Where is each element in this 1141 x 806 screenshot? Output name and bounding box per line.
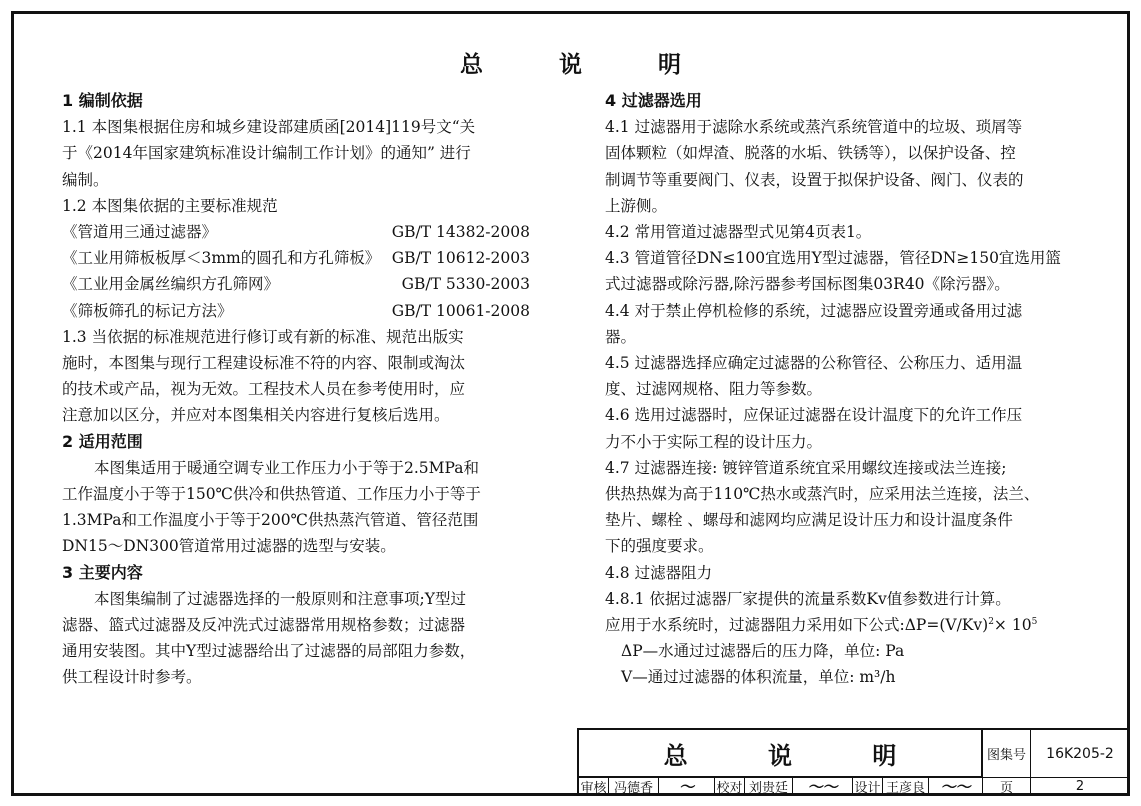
para-1-3-line: 施时，本图集与现行工程建设标准不符的内容、限制或淘汰 (62, 354, 466, 373)
para-4-7-line: 垫片、螺栓 、螺母和滤网均应满足设计压力和设计温度条件 (605, 511, 1013, 530)
page-label: 页 (983, 778, 1031, 796)
para-2-line: DN15～DN300管道常用过滤器的选型与安装。 (62, 537, 396, 556)
para-1-3-line: 的技术或产品，视为无效。工程技术人员在参考使用时，应 (62, 380, 466, 399)
para-3-line: 滤器、篮式过滤器及反冲洗式过滤器常用规格参数；过滤器 (62, 616, 466, 635)
para-4-1-line: 固体颗粒（如焊渣、脱落的水垢、铁锈等），以保护设备、控 (605, 144, 1016, 163)
para-4-6-line: 4.6 选用过滤器时，应保证过滤器在设计温度下的允许工作压 (605, 406, 1023, 425)
section-1-heading: 1 编制依据 (62, 91, 143, 110)
design-label: 设计 (853, 778, 883, 796)
formula-text: 应用于水系统时，过滤器阻力采用如下公式:ΔP=(V/Kv) (605, 616, 989, 635)
standard-row (62, 298, 530, 324)
para-4-2: 4.2 常用管道过滤器型式见第4页表1。 (605, 223, 872, 242)
formula-text: × 10 (993, 616, 1032, 635)
atlas-label: 图集号 (983, 730, 1031, 778)
para-4-1-line: 4.1 过滤器用于滤除水系统或蒸汽系统管道中的垃圾、琐屑等 (605, 118, 1023, 137)
formula-exponent: 2 (988, 616, 994, 627)
para-4-5-line: 4.5 过滤器选择应确定过滤器的公称管径、公称压力、适用温 (605, 354, 1023, 373)
delta-p-definition: ΔP—水通过过滤器后的压力降，单位: Pa (621, 642, 905, 661)
standard-row (62, 271, 530, 297)
standard-row (62, 219, 530, 245)
para-1-2: 1.2 本图集依据的主要标准规范 (62, 196, 278, 215)
standard-name: 《管道用三通过滤器》 (62, 223, 218, 242)
v-definition: V—通过过滤器的体积流量，单位: m³/h (621, 668, 896, 687)
section-2-heading: 2 适用范围 (62, 431, 143, 451)
section-3-heading: 3 主要内容 (62, 562, 143, 582)
standard-row (62, 245, 530, 271)
para-4-8: 4.8 过滤器阻力 (605, 563, 713, 582)
standard-code: GB/T 5330-2003 (401, 275, 530, 294)
para-3-line: 供工程设计时参考。 (62, 668, 202, 687)
left-column (62, 88, 534, 691)
formula-line (605, 612, 1095, 638)
para-4-3-line: 4.3 管道管径DN≤100宜选用Y型过滤器，管径DN≥150宜选用篮 (605, 249, 1061, 268)
title-block-title: 总 说 明 (579, 730, 983, 778)
para-4-5-line: 度、过滤网规格、阻力等参数。 (605, 380, 823, 399)
para-2-line: 本图集适用于暖通空调专业工作压力小于等于2.5MPa和 (94, 458, 479, 477)
page-title: 总 说 明 (459, 52, 715, 78)
para-4-3-line: 式过滤器或除污器,除污器参考国标图集03R40《除污器》。 (605, 275, 1010, 294)
section-4-heading: 4 过滤器选用 (605, 91, 702, 110)
para-2-line: 1.3MPa和工作温度小于等于200℃供热蒸汽管道、管径范围 (62, 511, 479, 530)
standard-code: GB/T 10612-2003 (391, 249, 530, 268)
para-1-3-line: 注意加以区分，并应对本图集相关内容进行复核后选用。 (62, 406, 450, 425)
standard-code: GB/T 10061-2008 (391, 301, 530, 320)
right-column (605, 88, 1095, 691)
standard-name: 《筛板筛孔的标记方法》 (62, 301, 233, 320)
standard-name: 《工业用金属丝编织方孔筛网》 (62, 275, 280, 294)
para-4-4-line: 4.4 对于禁止停机检修的系统，过滤器应设置旁通或备用过滤 (605, 301, 1023, 320)
reviewer-signature: 〜 (659, 778, 715, 796)
para-1-1-line: 于《2014年国家建筑标准设计编制工作计划》的通知” 进行 (62, 144, 471, 163)
para-3-line: 本图集编制了过滤器选择的一般原则和注意事项;Y型过 (94, 589, 466, 608)
atlas-number: 16K205-2 (1031, 730, 1130, 778)
para-1-1-line: 编制。 (62, 170, 109, 189)
formula-exponent: 5 (1031, 616, 1038, 627)
para-4-1-line: 制调节等重要阀门、仪表，设置于拟保护设备、阀门、仪表的 (605, 170, 1024, 189)
para-4-4-line: 器。 (605, 327, 637, 346)
review-label: 审核 (579, 778, 609, 796)
para-4-7-line: 下的强度要求。 (605, 537, 714, 556)
para-4-7-line: 供热热媒为高于110℃热水或蒸汽时，应采用法兰连接，法兰、 (605, 485, 1040, 504)
designer-name: 王彦良 (883, 778, 929, 796)
para-3-line: 通用安装图。其中Y型过滤器给出了过滤器的局部阻力参数， (62, 642, 476, 661)
reviewer-name: 冯德香 (609, 778, 659, 796)
standard-code: GB/T 14382-2008 (391, 223, 530, 242)
title-block (577, 728, 1130, 796)
page-number: 2 (1031, 778, 1130, 796)
para-1-3-line: 1.3 当依据的标准规范进行修订或有新的标准、规范出版实 (62, 327, 464, 346)
para-4-1-line: 上游侧。 (605, 196, 668, 215)
designer-signature: 〜〜 (929, 778, 983, 796)
para-1-1-line: 1.1 本图集根据住房和城乡建设部建质函[2014]119号文“关 (62, 118, 476, 137)
checker-name: 刘贵廷 (745, 778, 793, 796)
para-2-line: 工作温度小于等于150℃供冷和供热管道、工作压力小于等于 (62, 485, 481, 504)
standard-name: 《工业用筛板板厚＜3mm的圆孔和方孔筛板》 (62, 249, 381, 268)
para-4-8-1: 4.8.1 依据过滤器厂家提供的流量系数Kv值参数进行计算。 (605, 589, 1011, 608)
check-label: 校对 (715, 778, 745, 796)
para-4-7-line: 4.7 过滤器连接: 镀锌管道系统宜采用螺纹连接或法兰连接; (605, 458, 1007, 477)
para-4-6-line: 力不小于实际工程的设计压力。 (605, 432, 823, 451)
checker-signature: 〜〜 (793, 778, 853, 796)
